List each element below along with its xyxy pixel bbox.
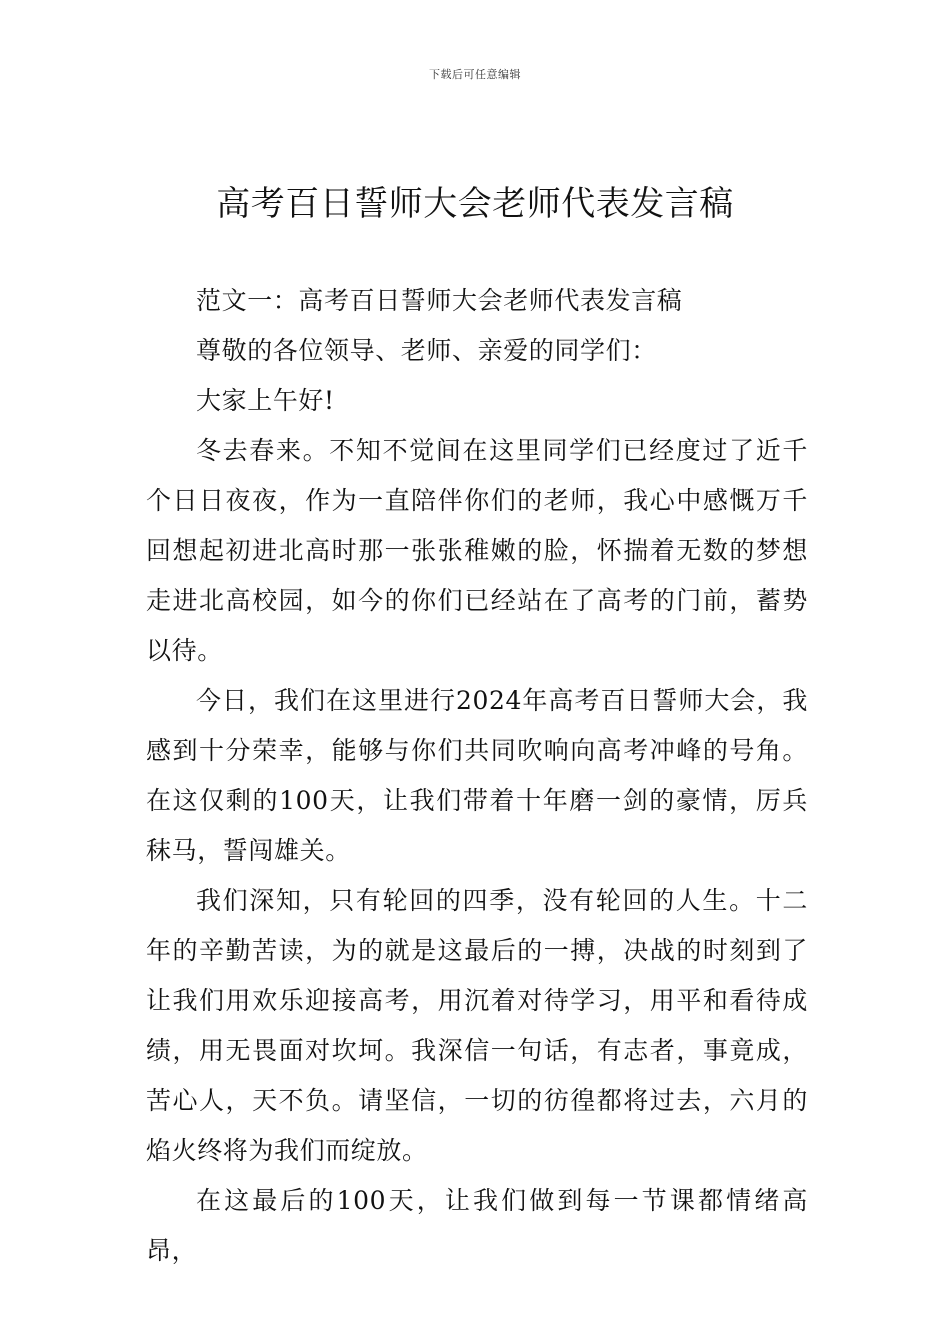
paragraph-body: 我们深知，只有轮回的四季，没有轮回的人生。十二年的辛勤苦读，为的就是这最后的一搏，决战的时刻到了让我们用欢乐迎接高考，用沉着对待学习，用平和看待成绩，用无畏面对坎坷。我深信一句话，有志者，事竟成，苦心人，天不负。请坚信，一切的彷徨都将过去，六月的焰火终将为我们而绽放。: [146, 886, 808, 1165]
paragraph-subtitle: 范文一：高考百日誓师大会老师代表发言稿: [196, 286, 683, 315]
paragraph-body: 在这最后的100天，让我们做到每一节课都情绪高昂，: [146, 1186, 808, 1265]
paragraph-greeting: 大家上午好!: [196, 386, 335, 415]
paragraph-body: 今日，我们在这里进行2024年高考百日誓师大会，我感到十分荣幸，能够与你们共同吹响向高考冲峰的号角。在这仅剩的100天，让我们带着十年磨一剑的豪情，厉兵秣马，誓闯雄关。: [146, 686, 808, 865]
document-body: [146, 276, 808, 1276]
document-title: 高考百日誓师大会老师代表发言稿: [216, 184, 734, 224]
paragraph-salutation: 尊敬的各位领导、老师、亲爱的同学们：: [196, 336, 657, 365]
header-note: 下载后可任意编辑: [429, 68, 521, 81]
paragraph-body: 冬去春来。不知不觉间在这里同学们已经度过了近千个日日夜夜，作为一直陪伴你们的老师，我心中感慨万千回想起初进北高时那一张张稚嫩的脸，怀揣着无数的梦想走进北高校园，如今的你们已经站在了高考的门前，蓄势以待。: [146, 436, 808, 665]
